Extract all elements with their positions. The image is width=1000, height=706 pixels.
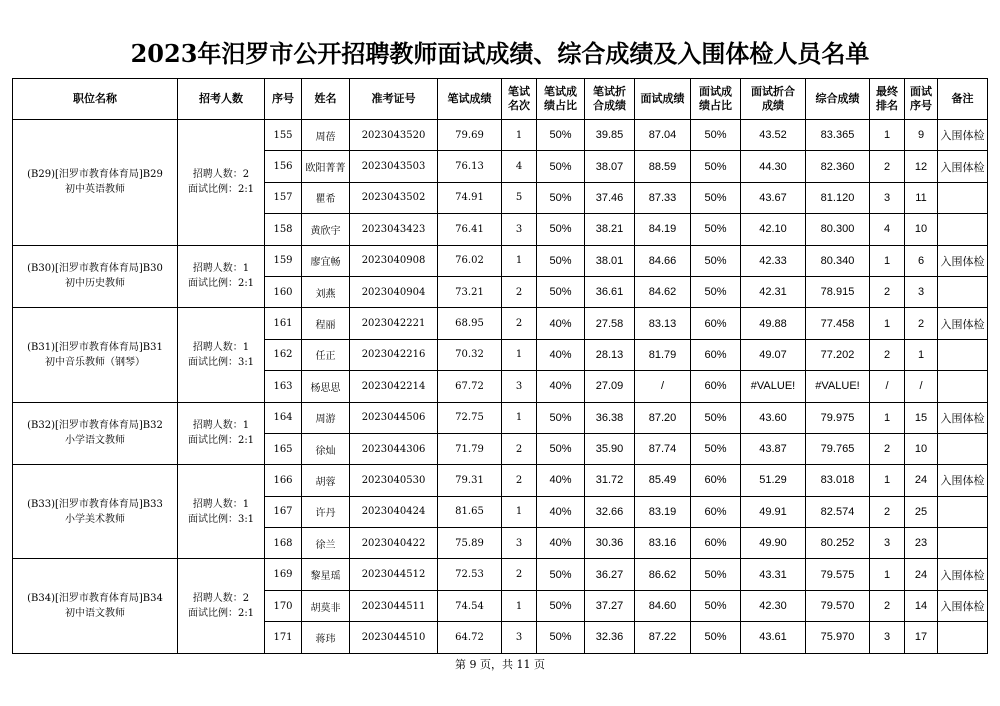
cell-written-rank: 3	[502, 371, 537, 402]
cell-written-ratio: 50%	[537, 402, 585, 433]
cell-written-rank: 1	[502, 590, 537, 621]
cell-written-ratio: 40%	[537, 528, 585, 559]
cell-written-rank: 2	[502, 276, 537, 307]
cell-interview-score: 84.60	[635, 590, 691, 621]
cell-final-rank: 1	[870, 559, 905, 590]
cell-total-score: 78.915	[806, 276, 870, 307]
cell-serial-no: 165	[265, 433, 302, 464]
cell-written-rank: 1	[502, 402, 537, 433]
cell-interview-order: 10	[905, 433, 938, 464]
cell-interview-ratio: 60%	[691, 371, 741, 402]
cell-serial-no: 160	[265, 276, 302, 307]
cell-interview-order: 6	[905, 245, 938, 276]
cell-name: 瞿希	[302, 182, 350, 213]
cell-interview-score: 84.62	[635, 276, 691, 307]
cell-written-rank: 4	[502, 151, 537, 182]
header-written-ratio: 笔试成 绩占比	[537, 79, 585, 120]
cell-interview-score: 81.79	[635, 339, 691, 370]
cell-interview-score: 87.04	[635, 120, 691, 151]
position-name-cell: (B31)[汨罗市教育体育局]B31 初中音乐教师（钢琴）	[13, 308, 178, 402]
cell-final-rank: 4	[870, 214, 905, 245]
cell-written-score: 79.31	[438, 465, 502, 496]
header-name: 姓名	[302, 79, 350, 120]
results-table	[12, 78, 988, 654]
cell-written-rank: 1	[502, 496, 537, 527]
cell-total-score: 83.365	[806, 120, 870, 151]
table-row	[13, 559, 988, 590]
cell-final-rank: 2	[870, 339, 905, 370]
cell-final-rank: 2	[870, 151, 905, 182]
recruit-count-cell: 招聘人数：2 面试比例：2:1	[178, 559, 265, 653]
cell-interview-order: 9	[905, 120, 938, 151]
cell-remarks	[938, 276, 988, 307]
cell-interview-score: 87.22	[635, 622, 691, 653]
cell-serial-no: 158	[265, 214, 302, 245]
header-written-score: 笔试成绩	[438, 79, 502, 120]
cell-interview-order: /	[905, 371, 938, 402]
cell-ticket-no: 2023043503	[350, 151, 438, 182]
recruit-count-cell: 招聘人数：1 面试比例：2:1	[178, 245, 265, 308]
cell-written-weighted: 35.90	[585, 433, 635, 464]
cell-remarks	[938, 182, 988, 213]
cell-written-score: 79.69	[438, 120, 502, 151]
cell-final-rank: 1	[870, 308, 905, 339]
position-name-cell: (B33)[汨罗市教育体育局]B33 小学美术教师	[13, 465, 178, 559]
cell-remarks	[938, 528, 988, 559]
cell-written-ratio: 40%	[537, 339, 585, 370]
cell-total-score: 77.202	[806, 339, 870, 370]
table-row	[13, 402, 988, 433]
cell-written-rank: 2	[502, 433, 537, 464]
cell-interview-weighted: 43.87	[741, 433, 806, 464]
cell-interview-order: 12	[905, 151, 938, 182]
cell-interview-ratio: 60%	[691, 465, 741, 496]
cell-total-score: 80.300	[806, 214, 870, 245]
cell-ticket-no: 2023040904	[350, 276, 438, 307]
cell-written-rank: 3	[502, 528, 537, 559]
cell-final-rank: 1	[870, 245, 905, 276]
cell-interview-ratio: 50%	[691, 433, 741, 464]
cell-name: 蒋玮	[302, 622, 350, 653]
cell-ticket-no: 2023044512	[350, 559, 438, 590]
cell-total-score: 80.252	[806, 528, 870, 559]
cell-ticket-no: 2023040422	[350, 528, 438, 559]
cell-interview-ratio: 50%	[691, 151, 741, 182]
cell-written-ratio: 50%	[537, 182, 585, 213]
cell-interview-order: 2	[905, 308, 938, 339]
cell-name: 许丹	[302, 496, 350, 527]
cell-serial-no: 167	[265, 496, 302, 527]
cell-ticket-no: 2023042216	[350, 339, 438, 370]
cell-name: 黎星瑶	[302, 559, 350, 590]
cell-interview-ratio: 60%	[691, 496, 741, 527]
cell-interview-ratio: 50%	[691, 276, 741, 307]
recruit-count-cell: 招聘人数：1 面试比例：2:1	[178, 402, 265, 465]
cell-interview-order: 14	[905, 590, 938, 621]
cell-interview-weighted: 42.33	[741, 245, 806, 276]
cell-written-ratio: 50%	[537, 120, 585, 151]
cell-written-score: 71.79	[438, 433, 502, 464]
cell-total-score: 82.360	[806, 151, 870, 182]
cell-final-rank: 1	[870, 465, 905, 496]
cell-written-weighted: 36.61	[585, 276, 635, 307]
cell-ticket-no: 2023043520	[350, 120, 438, 151]
cell-serial-no: 170	[265, 590, 302, 621]
header-interview-ratio: 面试成 绩占比	[691, 79, 741, 120]
cell-written-ratio: 40%	[537, 371, 585, 402]
cell-written-rank: 2	[502, 559, 537, 590]
table-row	[13, 308, 988, 339]
cell-interview-weighted: 44.30	[741, 151, 806, 182]
cell-written-rank: 1	[502, 120, 537, 151]
cell-written-score: 72.53	[438, 559, 502, 590]
cell-serial-no: 164	[265, 402, 302, 433]
cell-written-rank: 3	[502, 622, 537, 653]
cell-written-ratio: 50%	[537, 151, 585, 182]
cell-remarks: 入围体检	[938, 402, 988, 433]
cell-total-score: 79.575	[806, 559, 870, 590]
cell-serial-no: 169	[265, 559, 302, 590]
cell-interview-ratio: 60%	[691, 339, 741, 370]
cell-total-score: 82.574	[806, 496, 870, 527]
header-position: 职位名称	[13, 79, 178, 120]
cell-interview-order: 17	[905, 622, 938, 653]
cell-remarks: 入围体检	[938, 120, 988, 151]
cell-written-ratio: 50%	[537, 214, 585, 245]
cell-written-weighted: 36.38	[585, 402, 635, 433]
cell-name: 周蓓	[302, 120, 350, 151]
cell-remarks	[938, 496, 988, 527]
cell-written-score: 76.13	[438, 151, 502, 182]
cell-interview-score: 87.33	[635, 182, 691, 213]
cell-written-weighted: 31.72	[585, 465, 635, 496]
cell-interview-weighted: 43.67	[741, 182, 806, 213]
position-name-cell: (B34)[汨罗市教育体育局]B34 初中语文教师	[13, 559, 178, 653]
cell-serial-no: 156	[265, 151, 302, 182]
cell-interview-order: 15	[905, 402, 938, 433]
cell-interview-order: 11	[905, 182, 938, 213]
cell-final-rank: 2	[870, 433, 905, 464]
cell-interview-order: 1	[905, 339, 938, 370]
cell-serial-no: 168	[265, 528, 302, 559]
cell-written-score: 75.89	[438, 528, 502, 559]
cell-written-score: 68.95	[438, 308, 502, 339]
cell-interview-order: 24	[905, 465, 938, 496]
cell-interview-ratio: 50%	[691, 245, 741, 276]
cell-serial-no: 166	[265, 465, 302, 496]
cell-written-rank: 2	[502, 308, 537, 339]
cell-final-rank: 1	[870, 120, 905, 151]
table-row	[13, 465, 988, 496]
cell-interview-score: 84.66	[635, 245, 691, 276]
cell-name: 周游	[302, 402, 350, 433]
header-written-rank: 笔试 名次	[502, 79, 537, 120]
position-name-cell: (B30)[汨罗市教育体育局]B30 初中历史教师	[13, 245, 178, 308]
cell-name: 胡蓉	[302, 465, 350, 496]
cell-written-ratio: 50%	[537, 245, 585, 276]
cell-interview-ratio: 50%	[691, 559, 741, 590]
cell-interview-score: 87.74	[635, 433, 691, 464]
recruit-count-cell: 招聘人数：1 面试比例：3:1	[178, 308, 265, 402]
cell-serial-no: 162	[265, 339, 302, 370]
page-footer: 第 9 页，共 11 页	[455, 658, 545, 671]
cell-interview-score: 83.16	[635, 528, 691, 559]
cell-written-ratio: 50%	[537, 559, 585, 590]
header-written-weighted: 笔试折 合成绩	[585, 79, 635, 120]
cell-interview-ratio: 50%	[691, 590, 741, 621]
table-header-row	[13, 79, 988, 120]
cell-written-weighted: 37.46	[585, 182, 635, 213]
cell-interview-weighted: 49.88	[741, 308, 806, 339]
cell-ticket-no: 2023042221	[350, 308, 438, 339]
cell-ticket-no: 2023043502	[350, 182, 438, 213]
cell-written-weighted: 39.85	[585, 120, 635, 151]
cell-written-ratio: 50%	[537, 433, 585, 464]
cell-written-rank: 5	[502, 182, 537, 213]
cell-written-ratio: 50%	[537, 590, 585, 621]
cell-remarks	[938, 433, 988, 464]
cell-interview-order: 10	[905, 214, 938, 245]
cell-written-score: 70.32	[438, 339, 502, 370]
cell-name: 徐灿	[302, 433, 350, 464]
cell-written-score: 76.02	[438, 245, 502, 276]
cell-written-weighted: 36.27	[585, 559, 635, 590]
cell-written-ratio: 50%	[537, 276, 585, 307]
cell-remarks: 入围体检	[938, 245, 988, 276]
cell-interview-weighted: 43.60	[741, 402, 806, 433]
cell-interview-score: /	[635, 371, 691, 402]
cell-interview-weighted: 42.30	[741, 590, 806, 621]
cell-total-score: 80.340	[806, 245, 870, 276]
cell-remarks: 入围体检	[938, 559, 988, 590]
cell-remarks: 入围体检	[938, 465, 988, 496]
cell-interview-weighted: 43.61	[741, 622, 806, 653]
cell-ticket-no: 2023040424	[350, 496, 438, 527]
cell-total-score: #VALUE!	[806, 371, 870, 402]
header-interview-order: 面试 序号	[905, 79, 938, 120]
cell-remarks: 入围体检	[938, 308, 988, 339]
cell-total-score: 75.970	[806, 622, 870, 653]
header-interview-weighted: 面试折合 成绩	[741, 79, 806, 120]
cell-interview-score: 87.20	[635, 402, 691, 433]
cell-serial-no: 163	[265, 371, 302, 402]
cell-ticket-no: 2023042214	[350, 371, 438, 402]
cell-interview-weighted: 42.10	[741, 214, 806, 245]
recruit-count-cell: 招聘人数：2 面试比例：2:1	[178, 120, 265, 246]
cell-written-ratio: 40%	[537, 465, 585, 496]
cell-written-score: 74.91	[438, 182, 502, 213]
cell-interview-weighted: 43.52	[741, 120, 806, 151]
cell-interview-score: 85.49	[635, 465, 691, 496]
cell-total-score: 77.458	[806, 308, 870, 339]
cell-name: 黄欣宇	[302, 214, 350, 245]
cell-final-rank: 2	[870, 590, 905, 621]
cell-written-weighted: 30.36	[585, 528, 635, 559]
cell-interview-score: 83.19	[635, 496, 691, 527]
cell-final-rank: /	[870, 371, 905, 402]
cell-written-weighted: 38.01	[585, 245, 635, 276]
cell-serial-no: 161	[265, 308, 302, 339]
cell-total-score: 79.570	[806, 590, 870, 621]
cell-ticket-no: 2023044510	[350, 622, 438, 653]
cell-serial-no: 155	[265, 120, 302, 151]
cell-remarks	[938, 214, 988, 245]
cell-interview-order: 25	[905, 496, 938, 527]
cell-written-weighted: 38.07	[585, 151, 635, 182]
cell-written-rank: 1	[502, 339, 537, 370]
cell-ticket-no: 2023040908	[350, 245, 438, 276]
cell-interview-order: 23	[905, 528, 938, 559]
cell-written-rank: 3	[502, 214, 537, 245]
cell-name: 徐兰	[302, 528, 350, 559]
cell-total-score: 81.120	[806, 182, 870, 213]
cell-interview-score: 88.59	[635, 151, 691, 182]
cell-final-rank: 3	[870, 528, 905, 559]
header-recruit-count: 招考人数	[178, 79, 265, 120]
cell-name: 欧阳菁菁	[302, 151, 350, 182]
cell-serial-no: 157	[265, 182, 302, 213]
cell-serial-no: 159	[265, 245, 302, 276]
cell-interview-score: 84.19	[635, 214, 691, 245]
cell-interview-weighted: 49.07	[741, 339, 806, 370]
cell-interview-score: 86.62	[635, 559, 691, 590]
cell-written-weighted: 32.66	[585, 496, 635, 527]
cell-interview-weighted: #VALUE!	[741, 371, 806, 402]
cell-final-rank: 3	[870, 622, 905, 653]
cell-name: 任正	[302, 339, 350, 370]
cell-written-ratio: 50%	[537, 622, 585, 653]
header-remarks: 备注	[938, 79, 988, 120]
cell-written-score: 64.72	[438, 622, 502, 653]
cell-written-score: 76.41	[438, 214, 502, 245]
cell-written-weighted: 27.09	[585, 371, 635, 402]
position-name-cell: (B32)[汨罗市教育体育局]B32 小学语文教师	[13, 402, 178, 465]
cell-interview-ratio: 50%	[691, 214, 741, 245]
cell-written-score: 74.54	[438, 590, 502, 621]
cell-ticket-no: 2023043423	[350, 214, 438, 245]
cell-written-score: 67.72	[438, 371, 502, 402]
header-serial-no: 序号	[265, 79, 302, 120]
cell-interview-ratio: 50%	[691, 182, 741, 213]
cell-written-weighted: 32.36	[585, 622, 635, 653]
cell-remarks: 入围体检	[938, 590, 988, 621]
cell-interview-ratio: 50%	[691, 402, 741, 433]
cell-interview-weighted: 49.91	[741, 496, 806, 527]
cell-name: 胡莫非	[302, 590, 350, 621]
cell-remarks	[938, 339, 988, 370]
cell-interview-weighted: 43.31	[741, 559, 806, 590]
cell-final-rank: 2	[870, 276, 905, 307]
cell-written-weighted: 38.21	[585, 214, 635, 245]
cell-final-rank: 3	[870, 182, 905, 213]
page-title: 2023年汨罗市公开招聘教师面试成绩、综合成绩及入围体检人员名单	[130, 39, 870, 68]
cell-interview-score: 83.13	[635, 308, 691, 339]
cell-remarks: 入围体检	[938, 151, 988, 182]
cell-total-score: 83.018	[806, 465, 870, 496]
table-row	[13, 245, 988, 276]
cell-written-weighted: 27.58	[585, 308, 635, 339]
cell-interview-weighted: 51.29	[741, 465, 806, 496]
table-body	[13, 120, 988, 654]
cell-written-weighted: 28.13	[585, 339, 635, 370]
cell-written-rank: 1	[502, 245, 537, 276]
header-interview-score: 面试成绩	[635, 79, 691, 120]
cell-interview-weighted: 49.90	[741, 528, 806, 559]
cell-remarks	[938, 371, 988, 402]
cell-interview-order: 24	[905, 559, 938, 590]
header-total-score: 综合成绩	[806, 79, 870, 120]
cell-total-score: 79.975	[806, 402, 870, 433]
cell-written-weighted: 37.27	[585, 590, 635, 621]
cell-ticket-no: 2023044511	[350, 590, 438, 621]
cell-ticket-no: 2023040530	[350, 465, 438, 496]
cell-written-score: 81.65	[438, 496, 502, 527]
cell-written-score: 72.75	[438, 402, 502, 433]
header-ticket-no: 准考证号	[350, 79, 438, 120]
cell-ticket-no: 2023044306	[350, 433, 438, 464]
cell-interview-order: 3	[905, 276, 938, 307]
cell-name: 廖宜畅	[302, 245, 350, 276]
cell-total-score: 79.765	[806, 433, 870, 464]
cell-written-rank: 2	[502, 465, 537, 496]
cell-interview-ratio: 50%	[691, 120, 741, 151]
cell-final-rank: 2	[870, 496, 905, 527]
cell-interview-ratio: 60%	[691, 528, 741, 559]
position-name-cell: (B29)[汨罗市教育体育局]B29 初中英语教师	[13, 120, 178, 246]
cell-name: 刘燕	[302, 276, 350, 307]
cell-written-ratio: 40%	[537, 496, 585, 527]
cell-serial-no: 171	[265, 622, 302, 653]
cell-name: 杨思思	[302, 371, 350, 402]
cell-remarks	[938, 622, 988, 653]
header-final-rank: 最终 排名	[870, 79, 905, 120]
cell-interview-ratio: 60%	[691, 308, 741, 339]
cell-written-ratio: 40%	[537, 308, 585, 339]
cell-interview-weighted: 42.31	[741, 276, 806, 307]
cell-ticket-no: 2023044506	[350, 402, 438, 433]
cell-final-rank: 1	[870, 402, 905, 433]
recruit-count-cell: 招聘人数：1 面试比例：3:1	[178, 465, 265, 559]
table-row	[13, 120, 988, 151]
cell-interview-ratio: 50%	[691, 622, 741, 653]
cell-name: 程丽	[302, 308, 350, 339]
cell-written-score: 73.21	[438, 276, 502, 307]
